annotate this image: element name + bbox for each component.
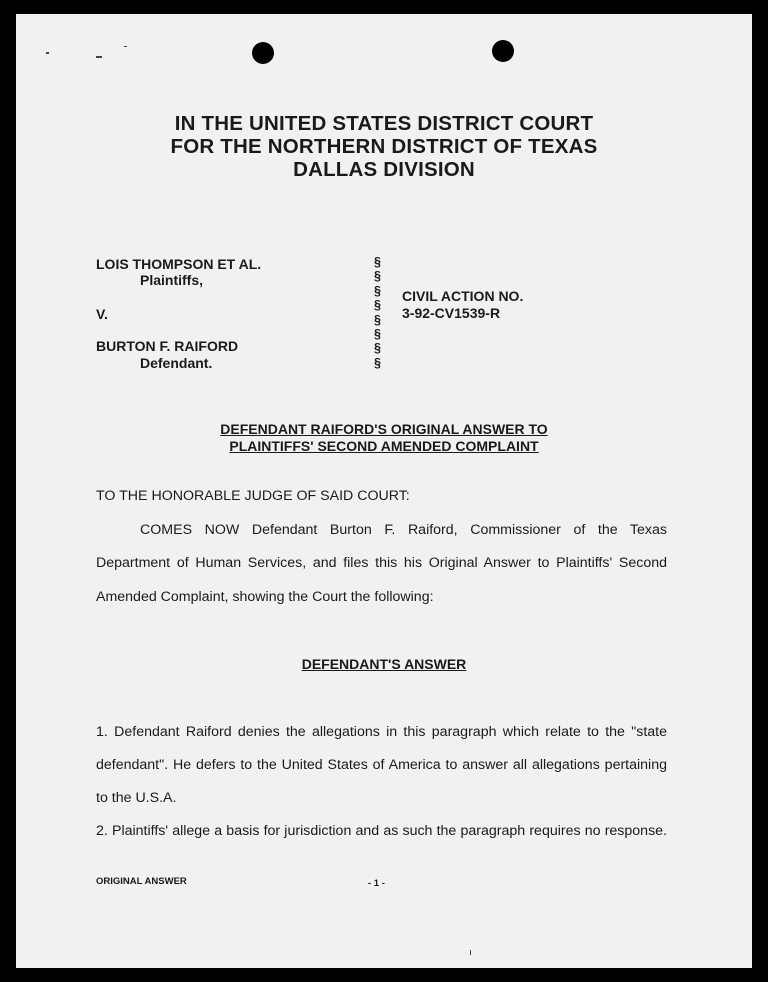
page-number: - 1 - bbox=[368, 878, 385, 889]
paragraph-line: defendant". He defers to the United States of America to answer all allegations pertaining bbox=[96, 757, 667, 773]
section-symbol: § bbox=[374, 326, 381, 341]
versus: V. bbox=[96, 306, 108, 322]
punch-hole-right bbox=[492, 40, 514, 62]
section-symbol: § bbox=[374, 283, 381, 298]
footer-label: ORIGINAL ANSWER bbox=[96, 876, 187, 887]
court-division-line: DALLAS DIVISION bbox=[293, 158, 475, 181]
document-page bbox=[16, 14, 752, 968]
intro-line: Amended Complaint, showing the Court the following: bbox=[96, 589, 434, 605]
section-symbol: § bbox=[374, 341, 381, 356]
punch-hole-left bbox=[252, 42, 274, 64]
paragraph-line: to the U.S.A. bbox=[96, 790, 177, 806]
salutation: TO THE HONORABLE JUDGE OF SAID COURT: bbox=[96, 488, 410, 504]
scan-speck bbox=[124, 46, 127, 47]
scan-speck bbox=[46, 52, 49, 54]
section-symbol: § bbox=[374, 312, 381, 327]
defendant-role: Defendant. bbox=[140, 355, 213, 371]
scan-speck bbox=[96, 56, 102, 58]
civil-action-number: 3-92-CV1539-R bbox=[402, 305, 501, 321]
document-title-line-1: DEFENDANT RAIFORD'S ORIGINAL ANSWER TO bbox=[220, 421, 548, 437]
defendant-name: BURTON F. RAIFORD bbox=[96, 338, 239, 354]
section-symbol: § bbox=[374, 355, 381, 370]
section-symbol: § bbox=[374, 298, 381, 313]
section-symbol: § bbox=[374, 269, 381, 284]
scan-speck bbox=[470, 950, 471, 955]
intro-line: COMES NOW Defendant Burton F. Raiford, Commissioner of the Texas bbox=[140, 522, 667, 538]
court-name-line: IN THE UNITED STATES DISTRICT COURT bbox=[174, 112, 594, 135]
document-title-line-2: PLAINTIFFS' SECOND AMENDED COMPLAINT bbox=[229, 438, 539, 454]
intro-line: Department of Human Services, and files this his Original Answer to Plaintiffs' Second bbox=[96, 555, 667, 571]
answer-heading: DEFENDANT'S ANSWER bbox=[301, 656, 467, 672]
plaintiff-name: LOIS THOMPSON ET AL. bbox=[96, 256, 262, 272]
section-symbol: § bbox=[374, 255, 381, 269]
answer-paragraph-2: 2. Plaintiffs' allege a basis for jurisdiction and as such the paragraph requires no response. bbox=[96, 823, 667, 839]
civil-action-label: CIVIL ACTION NO. bbox=[402, 288, 524, 304]
paragraph-line: 1. Defendant Raiford denies the allegations in this paragraph which relate to the "state bbox=[96, 724, 667, 740]
plaintiff-role: Plaintiffs, bbox=[140, 272, 204, 288]
court-district-line: FOR THE NORTHERN DISTRICT OF TEXAS bbox=[170, 135, 598, 158]
section-symbol-column bbox=[374, 255, 381, 370]
